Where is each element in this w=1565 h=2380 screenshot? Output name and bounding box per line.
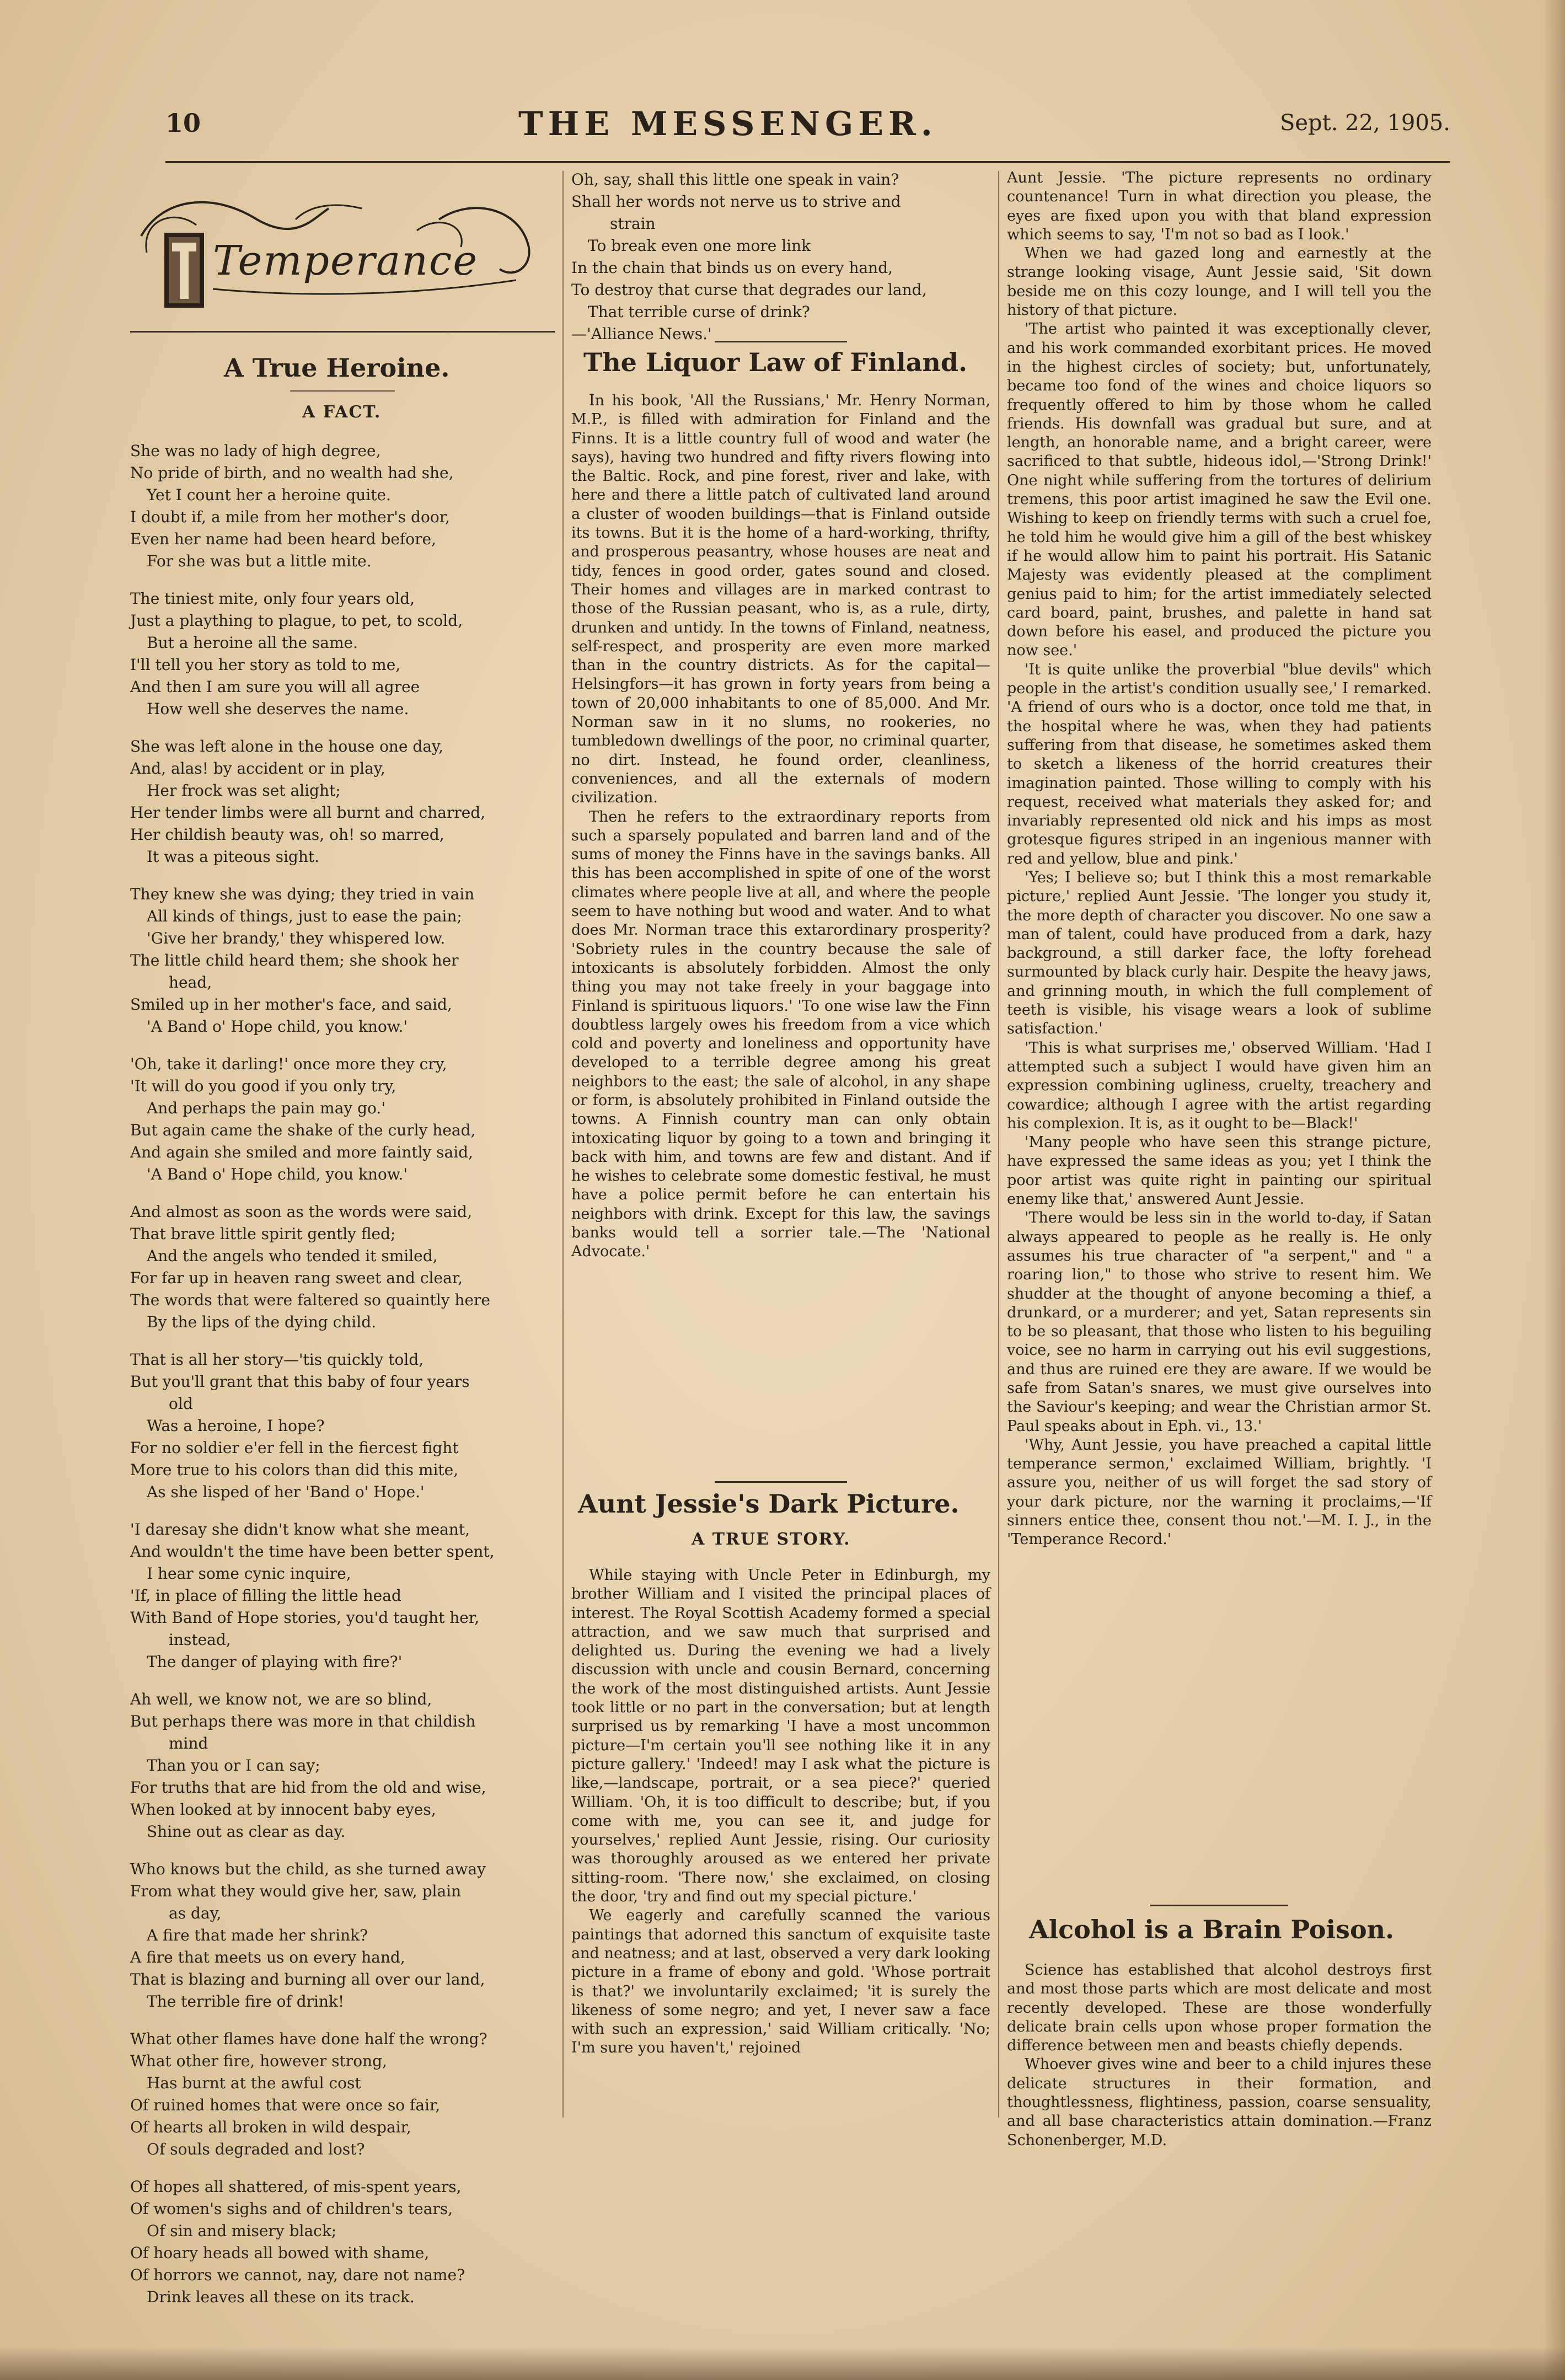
poem-line: Her frock was set alight; — [147, 781, 341, 800]
poem-line: instead, — [169, 1631, 231, 1649]
poem-line: 'Give her brandy,' they whispered low. — [147, 929, 446, 947]
paragraph: 'There would be less sin in the world to-day, if Satan always appeared to people as he really is. He only assumes his true character of "a serpent," and " a roaring lion," to those who strive to resent him. We shudder at the thought of anyone becoming a thief, a drunkard, or a murderer; and yet, Satan represents sin to be so pleasant, that those who listen to his beguiling voice, see no harm in carrying out his evil suggestions, and thus are ruined ere they are aware. If we would be safe from Satan's snares, we must give ourselves into the Saviour's keeping; and wear the Christian armor St. Paul speaks about in Eph. vi., 13.' — [1007, 1209, 1432, 1435]
issue-date: Sept. 22, 1905. — [1279, 110, 1450, 136]
paragraph: 'This is what surprises me,' observed William. 'Had I attempted such a subject I would have given him an expression combining ugliness, cruelty, treachery and cowardice; although I agree with the artist regarding his complexion. It is, as it ought to be—Black!' — [1007, 1039, 1432, 1132]
poem-line: More true to his colors than did this mite, — [130, 1461, 459, 1479]
poem-line: With Band of Hope stories, you'd taught her, — [130, 1609, 480, 1627]
poem-line: As she lisped of her 'Band o' Hope.' — [147, 1483, 425, 1501]
paragraph: While staying with Uncle Peter in Edinburgh, my brother William and I visited the principal places of interest. The Royal Scottish Academy formed a special attraction, and we saw much that surprised and delighted us. During the evening we had a lively discussion with uncle and cousin Bernard, concerning the work of the most distinguished artists. Aunt Jessie took little or no part in the conversation; but at length surprised us by remarking 'I have a most uncommon picture—I'm certain you'll see nothing like it in any picture gallery.' 'Indeed! may I ask what the picture is like,—landscape, portrait, or a sea piece?' queried William. 'Oh, it is too difficult to describe; but, if you come with me, you can see it, and judge for yourselves,' replied Aunt Jessie, rising. Our curiosity was thoroughly aroused as we entered her private sitting-room. 'There now,' she exclaimed, on closing the door, 'try and find out my special picture.' — [571, 1567, 990, 1906]
poem-line: The terrible fire of drink! — [147, 1992, 345, 2011]
poem-line: And, alas! by accident or in play, — [130, 759, 385, 778]
poem-line: 'If, in place of filling the little head — [130, 1586, 401, 1605]
poem-line: strain — [610, 215, 656, 233]
paragraph: In his book, 'All the Russians,' Mr. Henry Norman, M.P., is filled with admiration for Finland and the Finns. It is a little country full of wood and water (he says), having two hundred and fifty rivers flowing into the Baltic. Rock, and pine forest, river and lake, with here and there a little patch of cultivated land around a cluster of wooden buildings—that is Finland outside its towns. But it is the home of a hard-working, thrifty, and prosperous peasantry, whose houses are neat and tidy, fences in good order, gates sound and closed. Their homes and villages are in marked contrast to those of the Russian peasant, who is, as a rule, dirty, drunken and untidy. In the towns of Finland, neatness, self-respect, and prosperity are even more marked than in the country districts. As for the capital—Helsingfors—it has grown in forty years from being a town of 20,000 inhabitants to one of 85,000. And Mr. Norman saw in it no slums, no rookeries, no tumbledown dwellings of the poor, no criminal quarter, no dirt. Instead, he found order, cleanliness, conveniences, and all the externals of modern civilization. — [571, 392, 990, 807]
poem-line: Shall her words not nerve us to strive and — [571, 192, 901, 211]
poem-line: No pride of birth, and no wealth had she, — [130, 464, 454, 482]
paragraph: 'Yes; I believe so; but I think this a most remarkable picture,' replied Aunt Jessie. 'The longer you study it, the more depth of character you discover. No one saw a man of talent, could have produced from a dark, hazy background, a still darker face, the lofty forehead surmounted by black curly hair. Despite the heavy jaws, and grinning mouth, in which the full complement of teeth is visible, his visage wears a look of sublime satisfaction.' — [1007, 869, 1432, 1038]
poem-line: Has burnt at the awful cost — [147, 2074, 361, 2092]
poem-line: 'I daresay she didn't know what she meant, — [130, 1520, 470, 1539]
poem-line: I doubt if, a mile from her mother's door, — [130, 508, 450, 526]
article-title-liquor-law: The Liquor Law of Finland. — [583, 347, 968, 377]
poem-line: Of hopes all shattered, of mis-spent years, — [130, 2178, 462, 2196]
poem-line: Oh, say, shall this little one speak in vain? — [571, 170, 899, 189]
poem-line: Shine out as clear as day. — [147, 1822, 346, 1841]
poem-line: Her childish beauty was, oh! so marred, — [130, 826, 444, 844]
poem-line: 'A Band o' Hope child, you know.' — [147, 1165, 408, 1183]
masthead-rule — [165, 161, 1450, 163]
poem-line: Smiled up in her mother's face, and said, — [130, 995, 452, 1014]
poem-line: To destroy that curse that degrades our land, — [571, 281, 927, 299]
paragraph: Science has established that alcohol destroys first and most those parts which are most delicate and most recently developed. These are those wonderfully delicate brain cells upon whose proper formation the difference between men and beasts chiefly depends. — [1007, 1961, 1432, 2055]
poem-line: 'A Band o' Hope child, you know.' — [147, 1017, 408, 1036]
poem-line: But again came the shake of the curly head, — [130, 1121, 476, 1139]
article-title-aunt-jessie: Aunt Jessie's Dark Picture. — [578, 1489, 960, 1519]
poem-line: That is all her story—'tis quickly told, — [130, 1350, 424, 1369]
poem-line: mind — [169, 1734, 208, 1752]
poem-line: Of horrors we cannot, nay, dare not name? — [130, 2266, 465, 2284]
poem-line: The words that were faltered so quaintly here — [130, 1291, 490, 1309]
poem-line: Than you or I can say; — [147, 1756, 320, 1775]
masthead — [165, 105, 1450, 152]
article-body-alcohol — [1007, 1961, 1432, 2150]
poem-line: Of hearts all broken in wild despair, — [130, 2118, 411, 2136]
poem-line: Of women's sighs and of children's tears, — [130, 2200, 453, 2218]
poem-line: To break even one more link — [588, 237, 811, 255]
poem-line: Who knows but the child, as she turned away — [130, 1860, 486, 1878]
poem-line: Was a heroine, I hope? — [147, 1417, 325, 1435]
poem-line: A fire that meets us on every hand, — [130, 1948, 405, 1966]
poem-line: And the angels who tended it smiled, — [147, 1247, 438, 1265]
temperance-header-ornament — [130, 186, 555, 317]
poem-line: For no soldier e'er fell in the fiercest fight — [130, 1439, 459, 1457]
poem-line: Of souls degraded and lost? — [147, 2140, 365, 2158]
poem-line: I hear some cynic inquire, — [147, 1564, 351, 1583]
poem-line: The little child heard them; she shook her — [130, 951, 459, 969]
column-rule — [562, 171, 564, 2118]
poem-line: But a heroine all the same. — [147, 634, 358, 652]
poem-line: And wouldn't the time have been better spent, — [130, 1542, 495, 1561]
article-title-alcohol: Alcohol is a Brain Poison. — [1029, 1915, 1395, 1944]
page-bottom-shadow — [0, 2347, 1565, 2380]
poem-line: Ah well, we know not, we are so blind, — [130, 1690, 432, 1708]
article-subtitle-aunt-jessie: A TRUE STORY. — [692, 1530, 851, 1549]
column-rule — [998, 171, 999, 2118]
poem-line: When looked at by innocent baby eyes, — [130, 1800, 436, 1819]
paragraph: 'Why, Aunt Jessie, you have preached a capital little temperance sermon,' exclaimed William, brightly. 'I assure you, neither of us will forget the sad story of your dark picture, nor the warning it proclaims,—'If sinners entice thee, consent thou not.'—M. I. J., in the 'Temperance Record.' — [1007, 1436, 1432, 1548]
poem-line: Her tender limbs were all burnt and charred, — [130, 803, 486, 822]
paragraph: 'Many people who have seen this strange picture, have expressed the same ideas as you; yet I think the poor artist was quite right in painting our spiritual enemy like that,' answered Aunt Jessie. — [1007, 1134, 1432, 1208]
page-number: 10 — [165, 108, 201, 138]
title-underline — [290, 390, 395, 392]
poem-line: In the chain that binds us on every hand, — [571, 259, 893, 277]
poem-line: Just a plaything to plague, to pet, to scold, — [130, 612, 463, 630]
poem-line: That terrible curse of drink? — [588, 303, 810, 321]
poem-line: All kinds of things, just to ease the pain; — [147, 907, 462, 925]
poem-line: Yet I count her a heroine quite. — [147, 486, 391, 504]
poem-line: For truths that are hid from the old and wise, — [130, 1778, 486, 1797]
paragraph: We eagerly and carefully scanned the various paintings that adorned this sanctum of exquisite taste and neatness; and at last, observed a very dark looking picture in a frame of ebony and gold. 'Whose portrait is that?' we involuntarily exclaimed; 'it is surely the likeness of some negro; and yet, I never saw a face with such an expression,' said William critically. 'No; I'm sure you haven't,' rejoined — [571, 1907, 990, 2057]
poem-line: She was left alone in the house one day, — [130, 737, 444, 755]
page-edge-shadow — [1543, 0, 1565, 2380]
poem-line: She was no lady of high degree, — [130, 442, 381, 460]
article-title-heroine: A True Heroine. — [224, 353, 450, 383]
paper-title: THE MESSENGER. — [518, 105, 937, 143]
poem-line: Of hoary heads all bowed with shame, — [130, 2244, 430, 2262]
paragraph: Whoever gives wine and beer to a child injures these delicate structures in their formation, and thoughtlessness, flightiness, passion, coarse sensuality, and all base characteristics attain domination.—Franz Schonenberger, M.D. — [1007, 2056, 1432, 2149]
poem-line: head, — [169, 973, 212, 991]
poem-line: 'Oh, take it darling!' once more they cry, — [130, 1055, 447, 1073]
poem-line: old — [169, 1395, 193, 1413]
poem-heroine — [130, 440, 555, 2308]
ornamental-divider — [715, 1481, 847, 1483]
paragraph: Then he refers to the extraordinary reports from such a sparsely populated and barren land and of the sums of money the Finns have in the savings banks. All this has been accomplished in spite of one of the worst climates where people live at all, and where the people seem to have nothing but wood and water. And to what does Mr. Norman trace this extarordinary prosperity? 'Sobriety rules in the country because the sale of intoxicants is absolutely forbidden. Almost the only thing you may not take freely in your baggage into Finland is spirituous liquors.' 'To one wise law the Finn doubtless largely owes his freedom from a vice which cold and poverty and loneliness and opportunity have developed to a terrible degree among his great neighbors to the east; the sale of alcohol, in any shape or form, is absolutely prohibited in Finland outside the towns. A Finnish country man can only obtain intoxicating liquor by going to a town and bringing it back with him, and towns are few and distant. And if he wishes to celebrate some domestic festival, he must have a police permit before he can entertain his neighbors with drink. Except for this law, the savings banks would tell a sorrier tale.—The 'National Advocate.' — [571, 808, 990, 1261]
poem-line: And perhaps the pain may go.' — [147, 1099, 385, 1117]
poem-line: What other fire, however strong, — [130, 2052, 387, 2070]
paragraph: When we had gazed long and earnestly at the strange looking visage, Aunt Jessie said, 'Sit down beside me on this cozy lounge, and I will tell you the history of that picture. — [1007, 245, 1432, 319]
poem-line: And then I am sure you will all agree — [130, 678, 420, 696]
temperance-header-label: Temperance — [213, 237, 479, 285]
poem-line: For she was but a little mite. — [147, 552, 372, 570]
poem-line: The danger of playing with fire?' — [147, 1653, 403, 1671]
poem-line: And again she smiled and more faintly said, — [130, 1143, 474, 1161]
article-body-aunt-jessie — [571, 1566, 990, 2058]
poem-line: It was a piteous sight. — [147, 848, 320, 866]
article-subtitle-heroine: A FACT. — [302, 403, 382, 422]
poem-line: I'll tell you her story as told to me, — [130, 656, 401, 674]
ornamental-divider — [1150, 1905, 1288, 1906]
poem-line: What other flames have done half the wrong? — [130, 2030, 487, 2048]
poem-line: Of ruined homes that were once so fair, — [130, 2096, 441, 2114]
poem-line: But you'll grant that this baby of four years — [130, 1373, 470, 1391]
poem-line: But perhaps there was more in that childish — [130, 1712, 476, 1730]
poem-line: Drink leaves all these on its track. — [147, 2288, 415, 2306]
header-rule — [130, 331, 555, 333]
poem-line: Of sin and misery black; — [147, 2222, 337, 2240]
ornamental-divider — [715, 341, 847, 342]
poem-line: They knew she was dying; they tried in vain — [130, 885, 475, 903]
paragraph: Aunt Jessie. 'The picture represents no ordinary countenance! Turn in what direction you please, the eyes are fixed upon you with that bland expression which seems to say, 'I'm not so bad as I look.' — [1007, 169, 1432, 243]
paragraph: 'It is quite unlike the proverbial "blue devils" which people in the artist's condition usually see,' I remarked. 'A friend of ours who is a doctor, once told me that, in the hospital where he was, when they had patients suffering from that disease, he sometimes asked them to sketch a likeness of the horrid creatures their imagination painted. Those willing to comply with his request, received what materials they asked for; and invariably represented old nick and his imps as most grotesque figures striped in an ingenious manner with red and yellow, blue and pink.' — [1007, 661, 1432, 867]
poem-line: That is blazing and burning all over our land, — [130, 1970, 485, 1988]
poem-line: For far up in heaven rang sweet and clear, — [130, 1269, 463, 1287]
poem-line: 'It will do you good if you only try, — [130, 1077, 396, 1095]
poem-line: as day, — [169, 1904, 222, 1922]
poem-line: From what they would give her, saw, plain — [130, 1882, 462, 1900]
article-body-aunt-jessie-continued — [1007, 169, 1432, 1550]
poem-line: And almost as soon as the words were said, — [130, 1203, 472, 1221]
article-body-liquor-law — [571, 392, 990, 1262]
poem-line: Even her name had been heard before, — [130, 530, 437, 548]
poem-line: —'Alliance News.' — [571, 325, 712, 343]
paragraph: 'The artist who painted it was exceptionally clever, and his work commanded exorbitant prices. He moved in the highest circles of society; but, unfortunately, became too fond of the wines and choice liquors so frequently offered to him by those whom he called friends. His downfall was gradual but sure, and at length, an honorable name, and a bright career, were sacrificed to that subtle, hideous idol,—'Strong Drink!' One night while suffering from the tortures of delirium tremens, this poor artist imagined he saw the Evil one. Wishing to keep on friendly terms with such a cruel foe, he told him he would give him a gill of the best whiskey if he would allow him to paint his portrait. His Satanic Majesty was evidently pleased at the compliment genius paid to him; for the artist immediately selected card board, paint, brushes, and palette in hand sat down before his easel, and produced the picture you now see.' — [1007, 320, 1432, 660]
poem-line: By the lips of the dying child. — [147, 1313, 377, 1331]
poem-heroine-continued — [571, 169, 990, 345]
poem-line: How well she deserves the name. — [147, 700, 409, 718]
poem-line: A fire that made her shrink? — [147, 1926, 368, 1944]
poem-line: That brave little spirit gently fled; — [130, 1225, 396, 1243]
poem-line: The tiniest mite, only four years old, — [130, 589, 415, 608]
